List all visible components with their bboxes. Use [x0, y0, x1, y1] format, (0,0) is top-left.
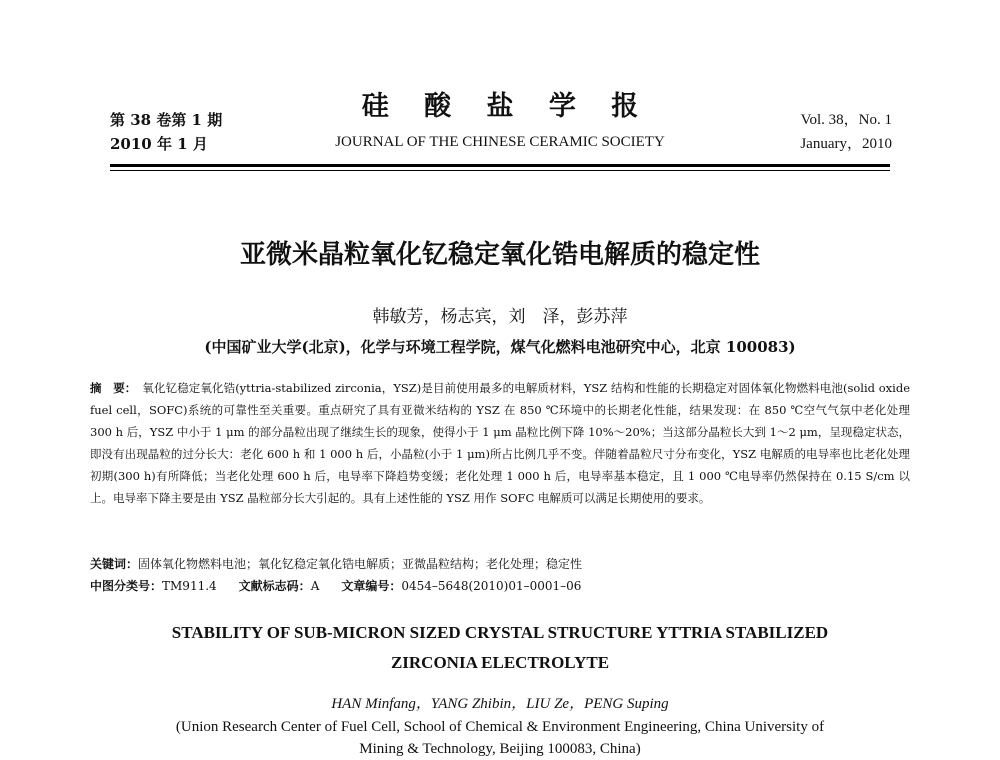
affiliation-en-line2: Mining & Technology, Beijing 100083, China) [359, 741, 641, 757]
affiliation-en-line1: (Union Research Center of Fuel Cell, School of Chemical & Environment Engineering, China University of [175, 719, 825, 735]
journal-title-en: JOURNAL OF THE CHINESE CERAMIC SOCIETY [335, 134, 665, 150]
date-cn: 2010 年 1 月 [110, 135, 208, 153]
clc-value: TM911.4 [162, 579, 217, 593]
abstract-text: 氧化钇稳定氧化锆(yttria-stabilized zirconia，YSZ)是目前使用最多的电解质材料，YSZ 结构和性能的长期稳定对固体氧化物燃料电池(solid oxide fuel cell，SOFC)系统的可靠性至关重要。重点研究了具有亚微米结构的 YSZ 在 850 ℃环境中的长期老化性能，结果发现：在 850 ℃空气气氛中老化处理 300 h 后，YSZ 中小于 1 μm 的部分晶粒出现了继续生长的现象，使得小于 1 μm 晶粒比例下降 10%～20%；当这部分晶粒长大到 1～2 μm，呈现稳定状态，即没有出现晶粒的过分长大：老化 600 h 和 1 000 h 后，小晶粒(小于 1 μm)所占比例几乎不变。伴随着晶粒尺寸分布变化，YSZ 电解质的电导率也比老化处理初期(300 h)有所降低；当老化处理 600 h 后，电导率下降趋势变缓；老化处理 1 000 h 后，电导率基本稳定，且 1 000 ℃电导率仍然保持在 0.15 S/cm 以上。电导率下降主要是由 YSZ 晶粒部分长大引起的。具有上述性能的 YSZ 用作 SOFC 电解质可以满足长期使用的要求。 [90, 381, 911, 505]
abstract-label: 摘 要： [90, 381, 137, 395]
journal-title-cn: 硅 酸 盐 学 报 [361, 91, 652, 122]
date-en: January，2010 [800, 136, 892, 152]
abstract-cn [90, 377, 910, 509]
article-no-label: 文章编号： [341, 579, 402, 593]
volume-issue-cn: 第 38 卷第 1 期 [110, 111, 223, 129]
article-title-en-line2: ZIRCONIA ELECTROLYTE [390, 653, 610, 672]
affiliation-cn: (中国矿业大学(北京)，化学与环境工程学院，煤气化燃料电池研究中心，北京 100083) [204, 338, 796, 356]
volume-issue-en: Vol. 38，No. 1 [800, 112, 892, 128]
doc-code-label: 文献标志码： [238, 579, 311, 593]
keywords-text: 固体氧化物燃料电池；氧化钇稳定氧化锆电解质；亚微晶粒结构；老化处理；稳定性 [138, 557, 583, 571]
header-left [110, 108, 222, 156]
header-rule-thick [110, 164, 890, 167]
article-title-en-line1: STABILITY OF SUB-MICRON SIZED CRYSTAL STRUCTURE YTTRIA STABILIZED [171, 623, 829, 642]
affiliation-en [100, 716, 900, 760]
header-right [800, 108, 892, 156]
authors-en: HAN Minfang，YANG Zhibin，LIU Ze，PENG Suping [331, 696, 669, 712]
article-title-cn: 亚微米晶粒氧化钇稳定氧化锆电解质的稳定性 [239, 240, 760, 270]
article-no-value: 0454–5648(2010)01–0001–06 [401, 579, 582, 593]
classification-line [90, 576, 910, 596]
authors-cn: 韩敏芳，杨志宾，刘 泽，彭苏萍 [372, 307, 628, 327]
article-title-en [100, 618, 900, 678]
keywords [90, 554, 910, 574]
journal-header [250, 90, 750, 152]
keywords-label: 关键词： [90, 557, 139, 571]
clc-label: 中图分类号： [90, 579, 163, 593]
doc-code-value: A [310, 579, 320, 593]
header-rule-thin [110, 170, 890, 171]
